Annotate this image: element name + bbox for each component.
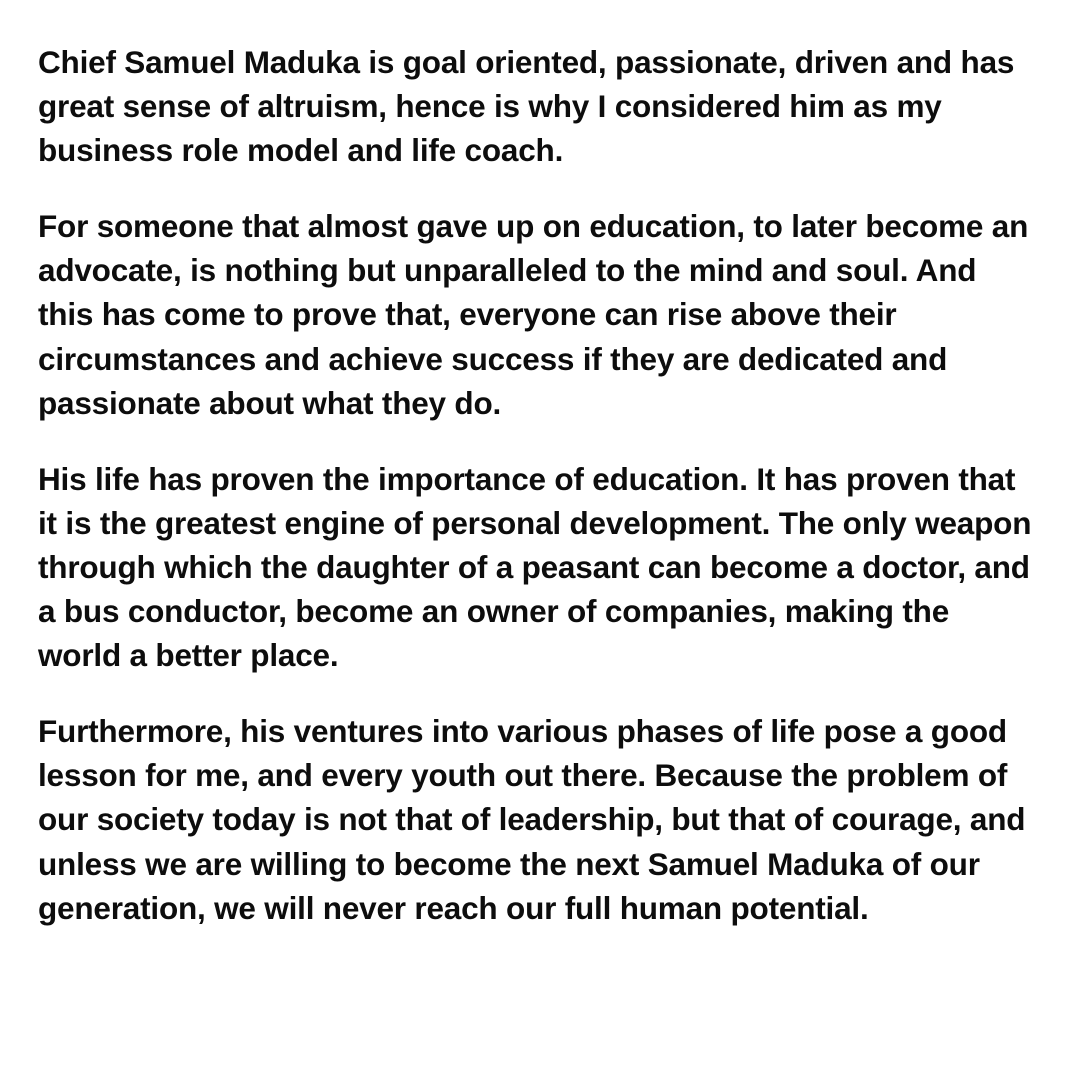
paragraph-4: Furthermore, his ventures into various phases of life pose a good lesson for me, and every youth out there. Because the problem of our society today is not that of leadership, but that of courage, and unless we are willing to become the next Samuel Maduka of our generation, we will never reach our full human potential. bbox=[38, 713, 1026, 926]
paragraph-3: His life has proven the importance of education. It has proven that it is the greatest engine of personal development. The only weapon through which the daughter of a peasant can become a doctor, and a bus conductor, become an owner of companies, making the world a better place. bbox=[38, 460, 1032, 674]
paragraph-1: Chief Samuel Maduka is goal oriented, passionate, driven and has great sense of altruism, hence is why I considered him as my business role model and life coach. bbox=[38, 44, 1015, 169]
paragraph-2: For someone that almost gave up on education, to later become an advocate, is nothing but unparalleled to the mind and soul. And this has come to prove that, everyone can rise above their circumstances and achieve success if they are dedicated and passionate about what they do. bbox=[38, 208, 1029, 421]
